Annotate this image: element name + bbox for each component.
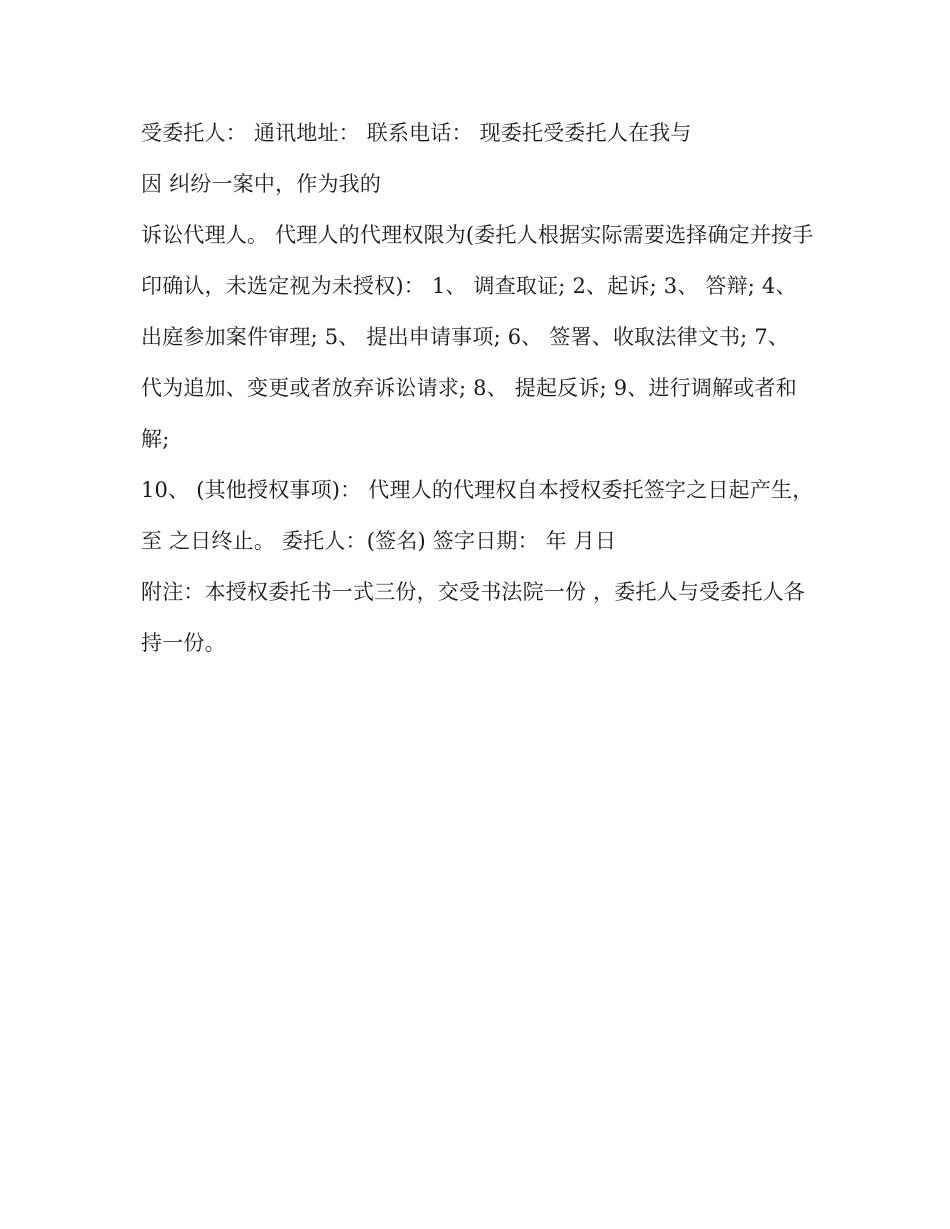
paragraph-note: 附注：本授权委托书一式三份，交受书法院一份 ，委托人与受委托人各持一份。	[141, 580, 806, 655]
paragraph-agent-info: 受委托人： 通讯地址： 联系电话： 现委托受委托人在我与	[141, 121, 692, 145]
document-body	[141, 108, 816, 669]
paragraph-other-authority: 10、 (其他授权事项)： 代理人的代理权自本授权委托签字之日起产生，至 之日终止。 委托人：(签名) 签字日期： 年 月日	[141, 478, 814, 553]
paragraph-authority-items: 出庭参加案件审理; 5、 提出申请事项; 6、 签署、收取法律文书; 7、 代为追加、变更或者放弃诉讼请求; 8、 提起反诉; 9、进行调解或者和解;	[141, 325, 797, 451]
paragraph-dispute: 因 纠纷一案中，作为我的	[141, 172, 382, 196]
paragraph-authority-scope: 诉讼代理人。 代理人的代理权限为(委托人根据实际需要选择确定并按手印确认，未选定视为未授权)： 1、 调查取证; 2、起诉; 3、 答辩; 4、	[141, 223, 814, 298]
